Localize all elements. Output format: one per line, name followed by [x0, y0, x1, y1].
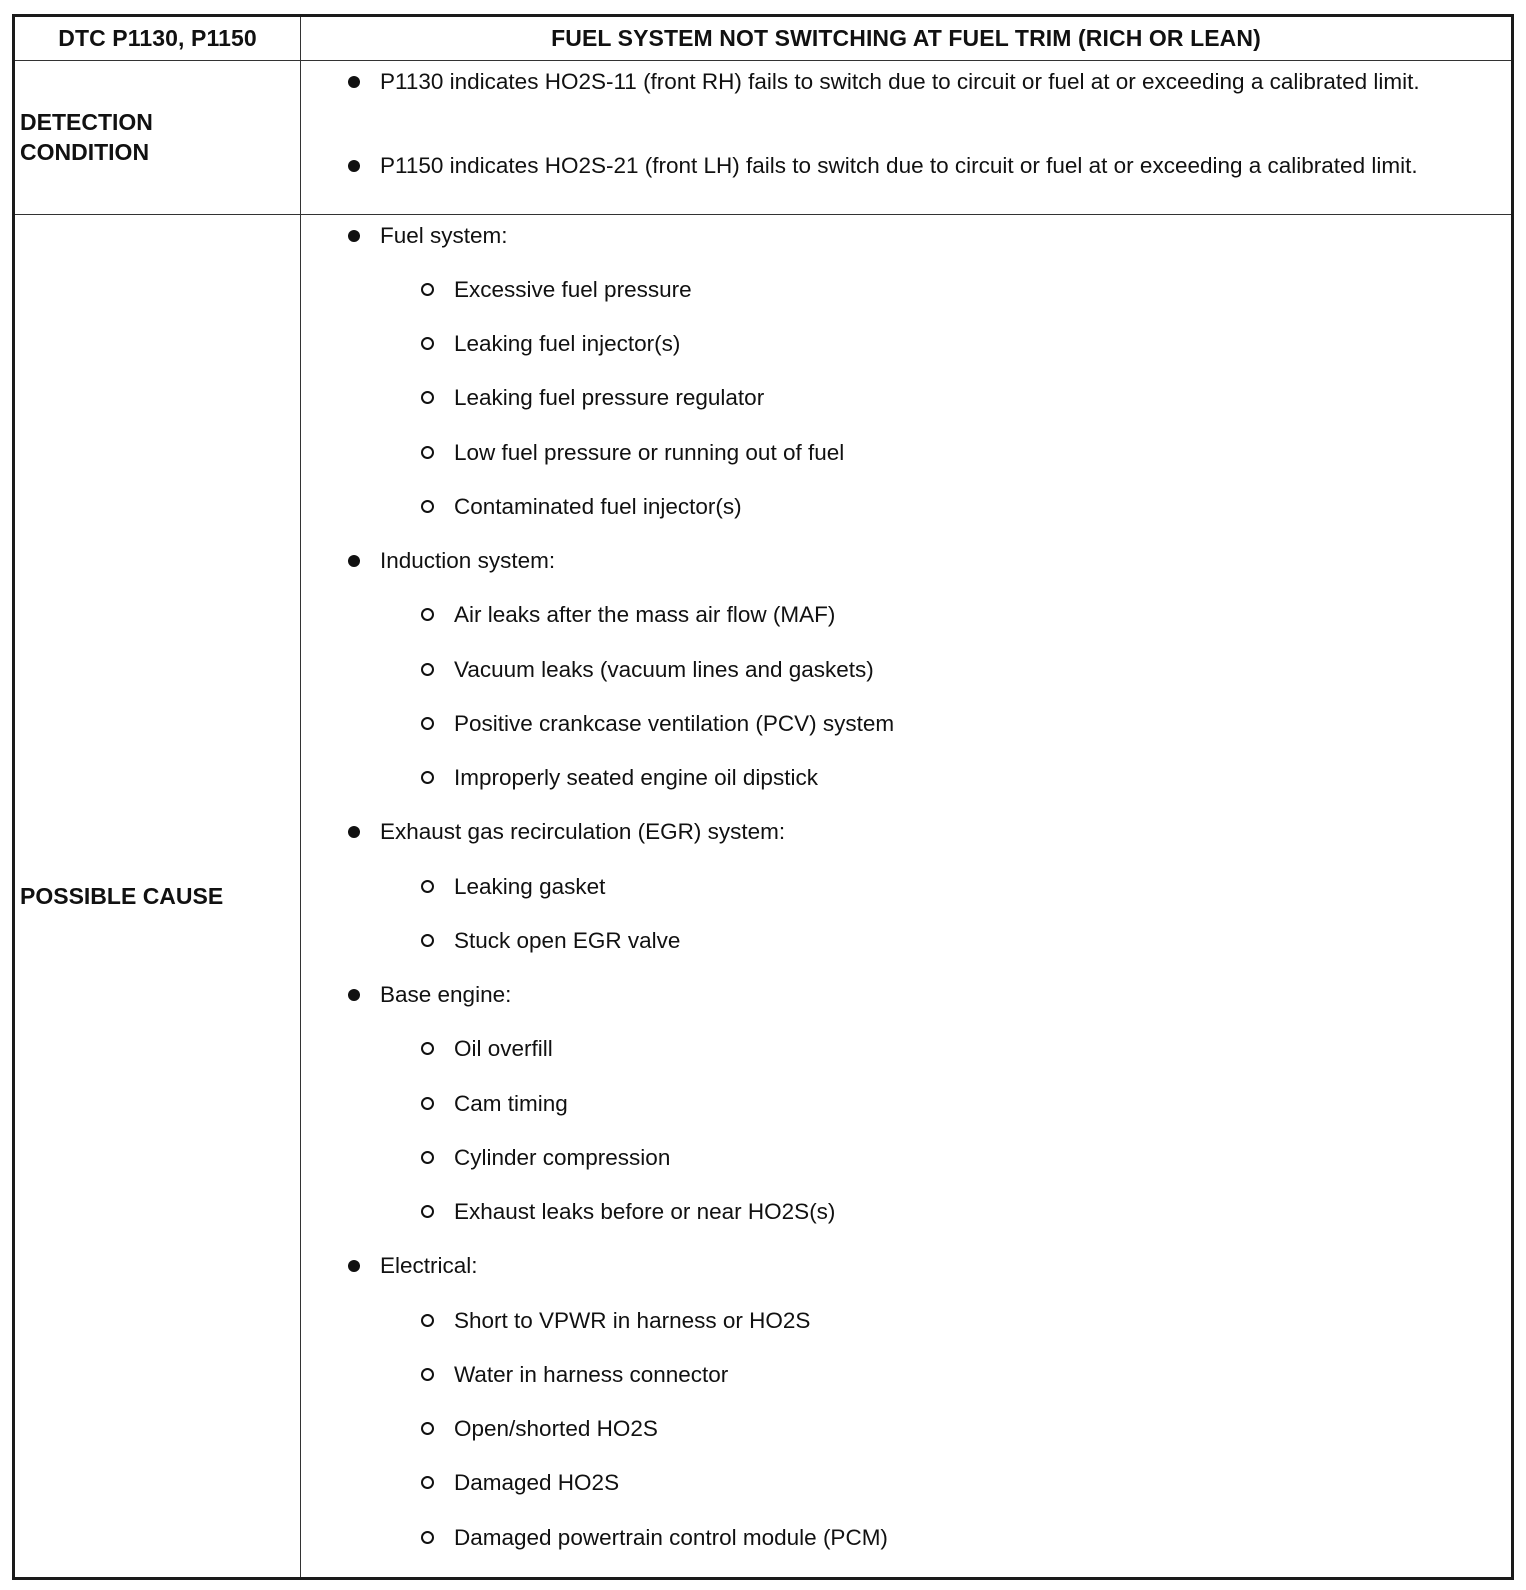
- circle-bullet-icon: [421, 1151, 434, 1164]
- list-item: [454, 438, 844, 467]
- list-item: [454, 763, 818, 792]
- cause-item-text: Air leaks after the mass air flow (MAF): [454, 602, 836, 627]
- group-title-text: Base engine:: [380, 982, 512, 1007]
- list-item: [454, 1034, 553, 1063]
- group-title-text: Fuel system:: [380, 223, 508, 248]
- detection-condition-content: [301, 60, 1511, 214]
- list-item: [380, 151, 1497, 180]
- cause-group-title: [380, 1251, 1497, 1280]
- detection-item-text: P1150 indicates HO2S-21 (front LH) fails to switch due to circuit or fuel at or exceeding a calibrated limit.: [380, 153, 1418, 178]
- list-item: [380, 67, 1497, 96]
- list-item: [454, 872, 605, 901]
- circle-bullet-icon: [421, 1476, 434, 1489]
- list-item: [454, 1468, 619, 1497]
- detection-condition-label: [15, 60, 301, 214]
- circle-bullet-icon: [421, 1042, 434, 1055]
- cause-item-text: Improperly seated engine oil dipstick: [454, 765, 818, 790]
- cause-item-text: Exhaust leaks before or near HO2S(s): [454, 1199, 836, 1224]
- cause-item-text: Leaking gasket: [454, 874, 606, 899]
- list-item: [454, 1360, 728, 1389]
- cause-item-text: Leaking fuel pressure regulator: [454, 385, 765, 410]
- list-item: [454, 926, 680, 955]
- possible-cause-row: [15, 214, 1511, 1577]
- cause-item-text: Damaged HO2S: [454, 1470, 620, 1495]
- group-title-text: Induction system:: [380, 548, 556, 573]
- cause-item-text: Stuck open EGR valve: [454, 928, 681, 953]
- circle-bullet-icon: [421, 934, 434, 947]
- circle-bullet-icon: [421, 1314, 434, 1327]
- circle-bullet-icon: [421, 1205, 434, 1218]
- circle-bullet-icon: [421, 771, 434, 784]
- detection-condition-row: [15, 60, 1511, 215]
- cause-item-text: Low fuel pressure or running out of fuel: [454, 440, 845, 465]
- group-title-text: Electrical:: [380, 1253, 478, 1278]
- bullet-icon: [348, 826, 360, 838]
- list-item: [454, 655, 874, 684]
- cause-item-text: Cam timing: [454, 1091, 568, 1116]
- list-item: [454, 1306, 810, 1335]
- possible-cause-content: [301, 214, 1511, 1577]
- bullet-icon: [348, 989, 360, 1001]
- list-item: [454, 1523, 888, 1552]
- circle-bullet-icon: [421, 1368, 434, 1381]
- possible-cause-label-text: POSSIBLE CAUSE: [20, 882, 224, 909]
- cause-item-text: Excessive fuel pressure: [454, 277, 692, 302]
- cause-group-title: [380, 980, 1497, 1009]
- list-item: [454, 275, 692, 304]
- cause-group-title: [380, 817, 1497, 846]
- cause-item-text: Open/shorted HO2S: [454, 1416, 658, 1441]
- circle-bullet-icon: [421, 1531, 434, 1544]
- cause-item-text: Short to VPWR in harness or HO2S: [454, 1308, 811, 1333]
- detection-item-text: P1130 indicates HO2S-11 (front RH) fails to switch due to circuit or fuel at or exceeding a calibrated limit.: [380, 69, 1420, 94]
- circle-bullet-icon: [421, 337, 434, 350]
- cause-item-text: Cylinder compression: [454, 1145, 671, 1170]
- bullet-icon: [348, 555, 360, 567]
- cause-group-title: [380, 221, 1497, 250]
- dtc-code-header: DTC P1130, P1150: [15, 17, 301, 60]
- bullet-icon: [348, 1260, 360, 1272]
- group-title-text: Exhaust gas recirculation (EGR) system:: [380, 819, 786, 844]
- cause-item-text: Damaged powertrain control module (PCM): [454, 1525, 888, 1550]
- list-item: [454, 1197, 835, 1226]
- possible-cause-label: [15, 214, 301, 1577]
- dtc-title-header: FUEL SYSTEM NOT SWITCHING AT FUEL TRIM (RICH OR LEAN): [551, 25, 1261, 51]
- circle-bullet-icon: [421, 1422, 434, 1435]
- list-item: [454, 709, 894, 738]
- table-header-row: [15, 17, 1511, 61]
- list-item: [454, 1414, 658, 1443]
- list-item: [454, 1089, 568, 1118]
- list-item: [454, 1143, 670, 1172]
- cause-item-text: Water in harness connector: [454, 1362, 729, 1387]
- bullet-icon: [348, 160, 360, 172]
- cause-item-text: Oil overfill: [454, 1036, 553, 1061]
- detection-label-line1: DETECTION: [20, 109, 153, 135]
- circle-bullet-icon: [421, 608, 434, 621]
- list-item: [454, 329, 680, 358]
- cause-item-text: Leaking fuel injector(s): [454, 331, 681, 356]
- circle-bullet-icon: [421, 446, 434, 459]
- cause-group-title: [380, 546, 1497, 575]
- cause-item-text: Contaminated fuel injector(s): [454, 494, 742, 519]
- list-item: [454, 383, 764, 412]
- circle-bullet-icon: [421, 283, 434, 296]
- circle-bullet-icon: [421, 663, 434, 676]
- circle-bullet-icon: [421, 391, 434, 404]
- circle-bullet-icon: [421, 1097, 434, 1110]
- cause-item-text: Positive crankcase ventilation (PCV) system: [454, 711, 895, 736]
- circle-bullet-icon: [421, 500, 434, 513]
- cause-item-text: Vacuum leaks (vacuum lines and gaskets): [454, 657, 874, 682]
- list-item: [454, 600, 835, 629]
- circle-bullet-icon: [421, 880, 434, 893]
- bullet-icon: [348, 76, 360, 88]
- list-item: [454, 492, 742, 521]
- detection-label-line2: CONDITION: [20, 139, 150, 165]
- circle-bullet-icon: [421, 717, 434, 730]
- bullet-icon: [348, 230, 360, 242]
- dtc-table: [12, 14, 1514, 1580]
